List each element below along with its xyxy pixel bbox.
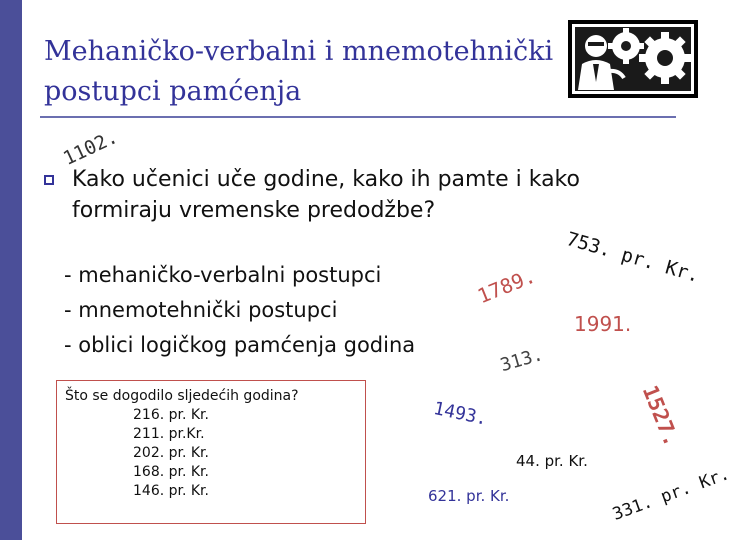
method-item: - oblici logičkog pamćenja godina <box>64 333 416 357</box>
scattered-date-313: 313. <box>498 344 546 377</box>
box-date-item: 146. pr. Kr. <box>133 483 209 499</box>
gears-and-person-clipart-icon <box>568 20 698 98</box>
square-bullet-icon <box>44 175 54 185</box>
box-date-list <box>65 406 365 501</box>
title-divider <box>40 116 676 118</box>
box-date-item: 211. pr.Kr. <box>133 426 205 442</box>
scattered-date-1991: 1991. <box>574 312 632 336</box>
box-date-item: 202. pr. Kr. <box>133 445 209 461</box>
box-date-item: 216. pr. Kr. <box>133 407 209 423</box>
scattered-date-1493: 1493. <box>431 398 490 430</box>
method-item: - mehaničko-verbalni postupci <box>64 263 382 287</box>
title-line-1: Mehaničko-verbalni i mnemotehnički <box>44 36 554 67</box>
box-date-item: 168. pr. Kr. <box>133 464 209 480</box>
methods-list <box>64 258 415 363</box>
scattered-date-44: 44. pr. Kr. <box>516 452 588 470</box>
box-question: Što se dogodilo sljedećih godina? <box>65 388 299 404</box>
question-text: Kako učenici uče godine, kako ih pamte i kako formiraju vremenske predodžbe? <box>72 167 580 223</box>
rotated-number-1102: 1102. <box>60 125 122 170</box>
scattered-date-621: 621. pr. Kr. <box>428 487 510 505</box>
scattered-date-753: 753. pr. Kr. <box>563 228 702 287</box>
method-item: - mnemotehnički postupci <box>64 298 338 322</box>
left-accent-bar <box>0 0 22 540</box>
scattered-date-331: 331. pr. Kr. <box>610 463 732 525</box>
dates-question-box <box>56 380 366 524</box>
slide-title <box>44 32 564 112</box>
scattered-date-1789: 1789. <box>474 263 539 309</box>
scattered-date-1527: 1527. <box>637 382 684 450</box>
title-line-2: postupci pamćenja <box>44 76 302 107</box>
